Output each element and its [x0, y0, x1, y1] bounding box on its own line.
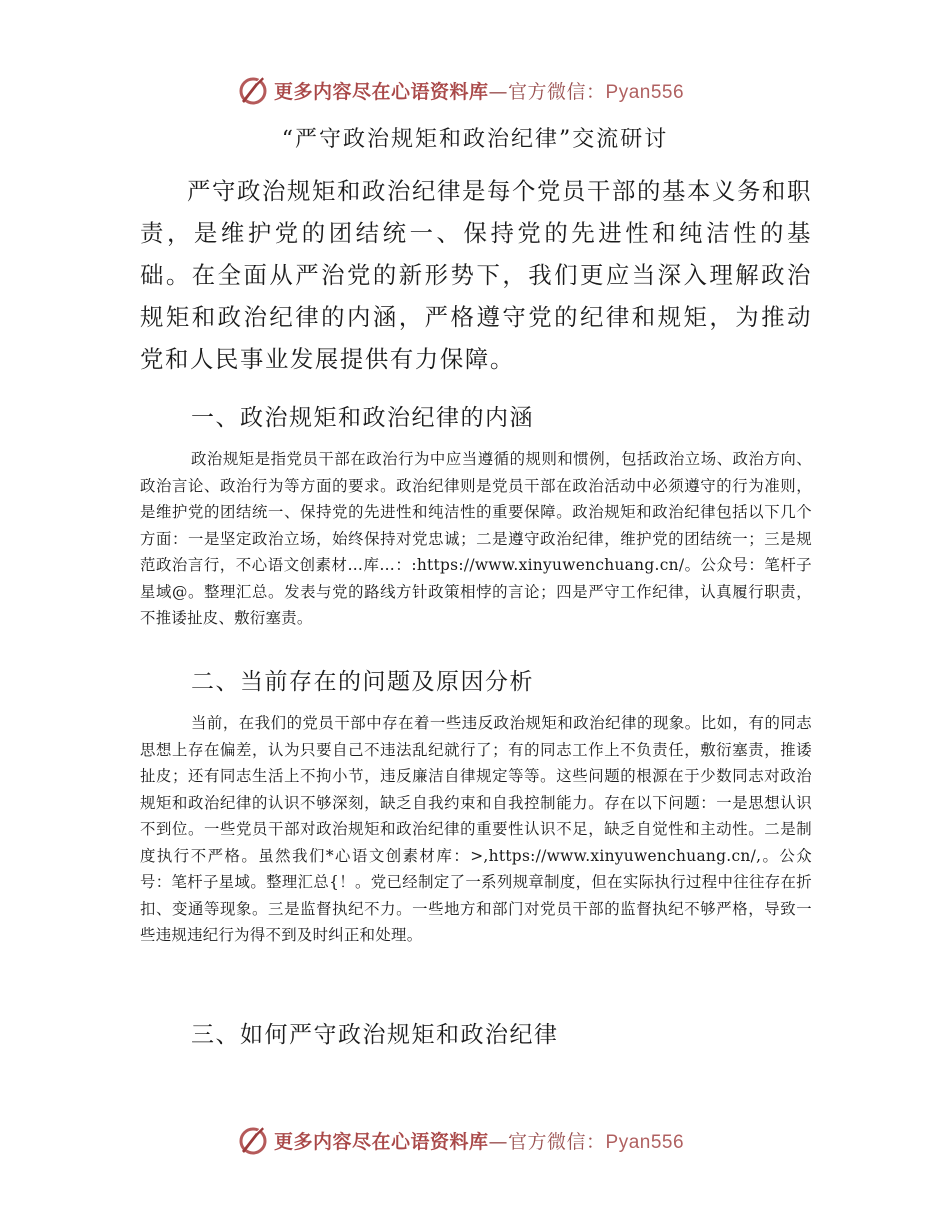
top-banner — [0, 68, 950, 112]
banner-brand-text: 更多内容尽在心语资料库 — [274, 80, 489, 103]
section1-heading: 一、政治规矩和政治纪律的内涵 — [191, 405, 534, 431]
pen-logo-icon — [236, 73, 270, 107]
section2-paragraph: 当前，在我们的党员干部中存在着一些违反政治规矩和政治纪律的现象。比如，有的同志思想上存在偏差，认为只要自己不违法乱纪就行了；有的同志工作上不负责任，敷衍塞责，推诿扯皮；还有同志生活上不拘小节，违反廉洁自律规定等等。这些问题的根源在于少数同志对政治规矩和政治纪律的认识不够深刻，缺乏自我约束和自我控制能力。存在以下问题：一是思想认识不到位。一些党员干部对政治规矩和政治纪律的重要性认识不足，缺乏自觉性和主动性。二是制度执行不严格。虽然我们*心语文创素材库：>,https://www.xinyuwenchuang.cn/,。公众号：笔杆子星域。整理汇总{！。党已经制定了一系列规章制度，但在实际执行过程中往往存在折扣、变通等现象。三是监督执纪不力。一些地方和部门对党员干部的监督执纪不够严格，导致一些违规违纪行为得不到及时纠正和处理。 — [140, 714, 812, 944]
banner-wechat-label: —官方微信： — [488, 80, 606, 103]
banner-text — [274, 1127, 684, 1154]
banner-brand-text: 更多内容尽在心语资料库 — [274, 1130, 489, 1153]
bottom-banner — [0, 1118, 950, 1162]
banner-wechat-label: —官方微信： — [488, 1130, 606, 1153]
banner-wechat-id: Pyan556 — [605, 81, 685, 103]
section3-heading: 三、如何严守政治规矩和政治纪律 — [191, 1022, 559, 1048]
section2-heading: 二、当前存在的问题及原因分析 — [191, 669, 534, 695]
banner-wechat-id: Pyan556 — [605, 1131, 685, 1153]
banner-text — [274, 77, 684, 104]
section1-paragraph: 政治规矩是指党员干部在政治行为中应当遵循的规则和惯例，包括政治立场、政治方向、政治言论、政治行为等方面的要求。政治纪律则是党员干部在政治活动中必须遵守的行为准则，是维护党的团结统一、保持党的先进性和纯洁性的重要保障。政治规矩和政治纪律包括以下几个方面：一是坚定政治立场，始终保持对党忠诚；二是遵守政治纪律，维护党的团结统一；三是规范政治言行，不心语文创素材…库…：:https://www.xinyuwenchuang.cn/。公众号：笔杆子星域@。整理汇总。发表与党的路线方针政策相悖的言论；四是严守工作纪律，认真履行职责，不推诿扯皮、敷衍塞责。 — [140, 450, 812, 627]
document-title: “严守政治规矩和政治纪律”交流研讨 — [281, 127, 669, 152]
intro-paragraph: 严守政治规矩和政治纪律是每个党员干部的基本义务和职责，是维护党的团结统一、保持党的先进性和纯洁性的基础。在全面从严治党的新形势下，我们更应当深入理解政治规矩和政治纪律的内涵，严格遵守党的纪律和规矩，为推动党和人民事业发展提供有力保障。 — [140, 177, 812, 373]
pen-logo-icon — [236, 1123, 270, 1157]
